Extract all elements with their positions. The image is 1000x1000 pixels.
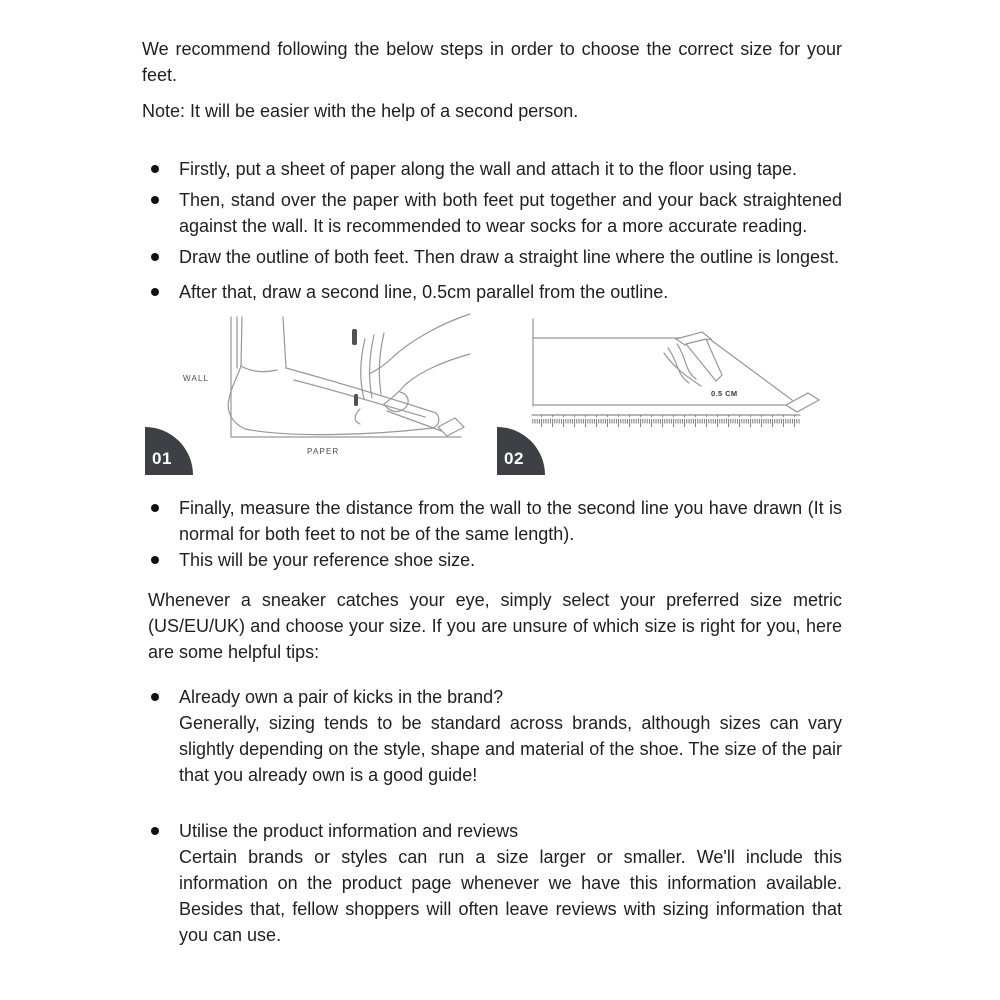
tip-title: Already own a pair of kicks in the brand? (179, 687, 504, 707)
ruler-icon (532, 415, 800, 427)
list-item (142, 187, 842, 239)
pencil-icon (352, 329, 358, 406)
bullet-icon (151, 288, 159, 296)
wall-label: WALL (183, 374, 210, 383)
note-paragraph: Note: It will be easier with the help of a second person. (142, 101, 579, 121)
tips-list (142, 684, 842, 948)
figure-02-badge: 02 (497, 427, 545, 475)
outline-and-ruler-illustration (530, 311, 870, 476)
tip-body: Certain brands or styles can run a size larger or smaller. We'll include this information on the product page whenever we have this information available. Besides that, fellow shoppers will often leave reviews with sizing information that you can use. (179, 847, 842, 945)
intro-paragraph: We recommend following the below steps in order to choose the correct size for your feet. (142, 39, 842, 85)
tips-intro-paragraph: Whenever a sneaker catches your eye, simply select your preferred size metric (US/EU/UK) and choose your size. If you are unsure of which size is right for you, here are some helpful tips: (148, 590, 842, 662)
step-text: Firstly, put a sheet of paper along the wall and attach it to the floor using tape. (179, 159, 798, 179)
bullet-icon (151, 556, 159, 564)
step-text: Then, stand over the paper with both feet put together and your back straightened against the wall. It is recommended to wear socks for a more accurate reading. (179, 190, 842, 236)
bullet-icon (151, 165, 159, 173)
result-steps-list (142, 495, 842, 573)
tip-title: Utilise the product information and reviews (179, 821, 519, 841)
measuring-steps-list (142, 156, 842, 305)
illustration-row (142, 311, 842, 477)
document-content (142, 36, 842, 948)
list-item (142, 156, 842, 182)
foot-against-wall-illustration (141, 311, 471, 476)
figure-02 (497, 311, 875, 477)
step-text: This will be your reference shoe size. (179, 550, 476, 570)
figure-01 (145, 311, 475, 477)
list-item (142, 279, 842, 305)
step-text: After that, draw a second line, 0.5cm parallel from the outline. (179, 282, 669, 302)
list-item (142, 547, 842, 573)
list-item (142, 818, 842, 948)
figure-01-badge: 01 (145, 427, 193, 475)
bullet-icon (151, 253, 159, 261)
list-item (142, 495, 842, 547)
bullet-icon (151, 693, 159, 701)
list-item (142, 684, 842, 788)
bullet-icon (151, 504, 159, 512)
list-item (142, 244, 842, 270)
step-text: Draw the outline of both feet. Then draw a straight line where the outline is longest. (179, 247, 840, 267)
paper-label: PAPER (307, 447, 340, 456)
bullet-icon (151, 827, 159, 835)
step-text: Finally, measure the distance from the wall to the second line you have drawn (It is normal for both feet to not be of the same length). (179, 498, 842, 544)
bullet-icon (151, 196, 159, 204)
offset-measure-label: 0.5 CM (711, 389, 738, 398)
tip-body: Generally, sizing tends to be standard across brands, although sizes can vary slightly depending on the style, shape and material of the shoe. The size of the pair that you already own is a good guide! (179, 713, 842, 785)
